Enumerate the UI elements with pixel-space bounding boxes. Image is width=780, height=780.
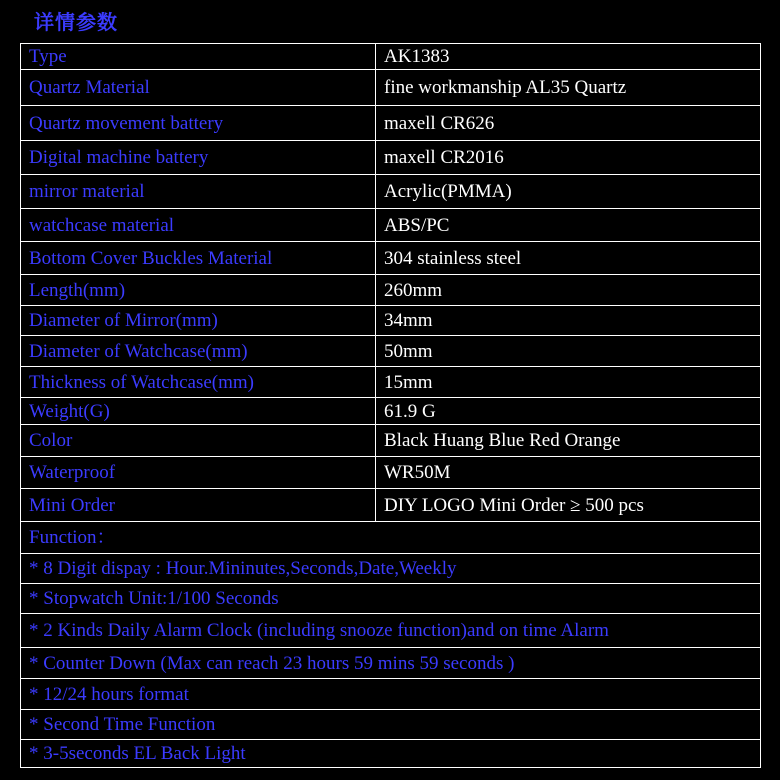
table-row	[21, 175, 761, 209]
table-row	[21, 367, 761, 398]
spec-value: ABS/PC	[376, 209, 761, 242]
spec-table	[20, 43, 761, 768]
spec-value: 50mm	[376, 336, 761, 367]
spec-value: maxell CR626	[376, 106, 761, 141]
table-row	[21, 554, 761, 584]
spec-value: fine workmanship AL35 Quartz	[376, 70, 761, 106]
table-row	[21, 648, 761, 679]
spec-value: 15mm	[376, 367, 761, 398]
spec-label: Length(mm)	[21, 275, 376, 306]
table-row	[21, 457, 761, 489]
table-row	[21, 336, 761, 367]
spec-label: Thickness of Watchcase(mm)	[21, 367, 376, 398]
function-item: * Stopwatch Unit:1/100 Seconds	[21, 584, 761, 614]
spec-label: Color	[21, 425, 376, 457]
function-item: * 8 Digit dispay : Hour.Mininutes,Seconds,Date,Weekly	[21, 554, 761, 584]
spec-value: Acrylic(PMMA)	[376, 175, 761, 209]
function-title: Function：	[21, 522, 761, 554]
spec-value: 61.9 G	[376, 398, 761, 425]
function-header-row	[21, 522, 761, 554]
spec-label: Type	[21, 44, 376, 70]
table-row	[21, 70, 761, 106]
spec-value: AK1383	[376, 44, 761, 70]
spec-label: Quartz movement battery	[21, 106, 376, 141]
table-row	[21, 614, 761, 648]
spec-label: Mini Order	[21, 489, 376, 522]
table-row	[21, 740, 761, 768]
spec-label: Bottom Cover Buckles Material	[21, 242, 376, 275]
spec-label: watchcase material	[21, 209, 376, 242]
table-row	[21, 209, 761, 242]
spec-label: Diameter of Mirror(mm)	[21, 306, 376, 336]
spec-value: DIY LOGO Mini Order ≥ 500 pcs	[376, 489, 761, 522]
table-row	[21, 584, 761, 614]
spec-value: maxell CR2016	[376, 141, 761, 175]
table-row	[21, 141, 761, 175]
spec-value: 304 stainless steel	[376, 242, 761, 275]
spec-label: Digital machine battery	[21, 141, 376, 175]
table-row	[21, 489, 761, 522]
spec-value: WR50M	[376, 457, 761, 489]
table-row	[21, 710, 761, 740]
function-item: * 12/24 hours format	[21, 679, 761, 710]
spec-value: 260mm	[376, 275, 761, 306]
function-item: * 3-5seconds EL Back Light	[21, 740, 761, 768]
table-row	[21, 275, 761, 306]
spec-label: Quartz Material	[21, 70, 376, 106]
page-title: 详情参数	[34, 10, 118, 34]
spec-label: Waterproof	[21, 457, 376, 489]
spec-label: Weight(G)	[21, 398, 376, 425]
function-item: * Second Time Function	[21, 710, 761, 740]
spec-label: Diameter of Watchcase(mm)	[21, 336, 376, 367]
table-row	[21, 44, 761, 70]
table-row	[21, 242, 761, 275]
function-item: * 2 Kinds Daily Alarm Clock (including snooze function)and on time Alarm	[21, 614, 761, 648]
table-row	[21, 106, 761, 141]
table-row	[21, 398, 761, 425]
spec-value: 34mm	[376, 306, 761, 336]
table-row	[21, 306, 761, 336]
spec-value: Black Huang Blue Red Orange	[376, 425, 761, 457]
table-row	[21, 679, 761, 710]
spec-label: mirror material	[21, 175, 376, 209]
function-item: * Counter Down (Max can reach 23 hours 59 mins 59 seconds )	[21, 648, 761, 679]
table-row	[21, 425, 761, 457]
